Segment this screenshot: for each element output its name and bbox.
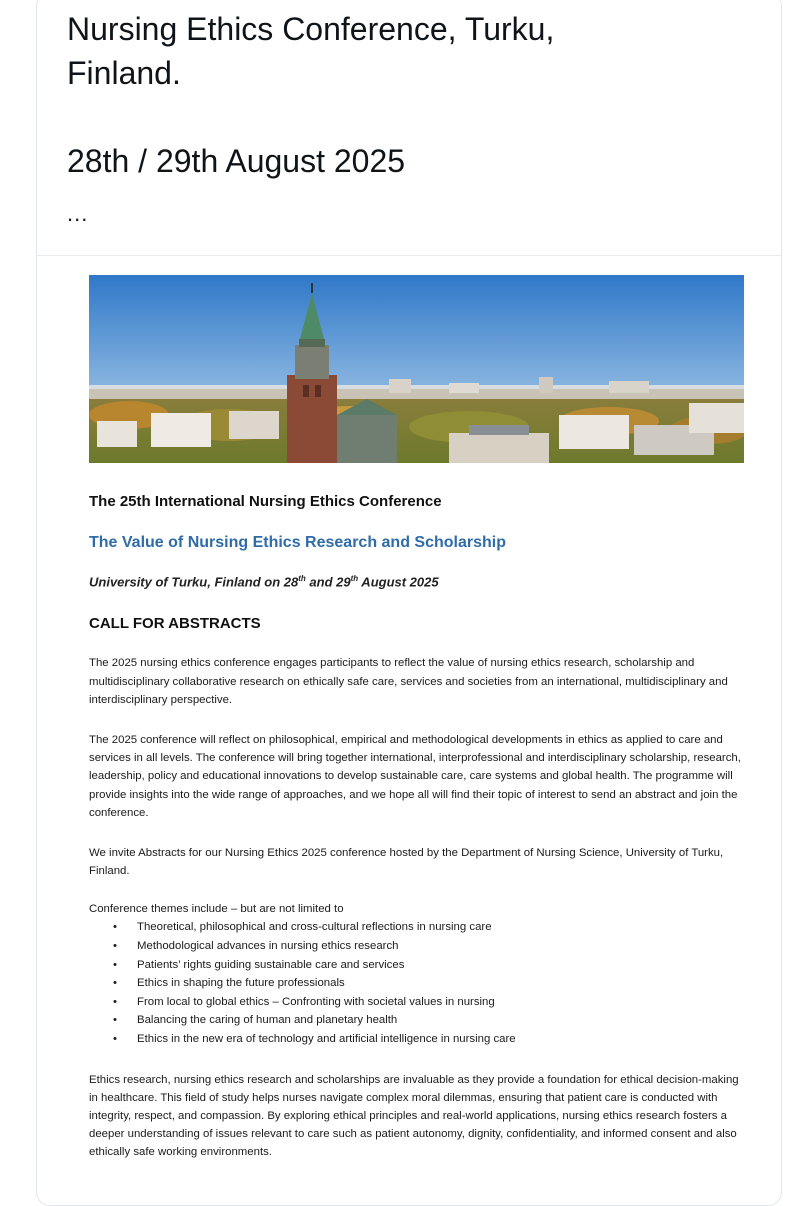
venue-date-prefix: University of Turku, Finland on 28 <box>89 574 299 590</box>
post-text-spacer <box>67 95 757 139</box>
theme-text: Ethics in the new era of technology and artificial intelligence in nursing care <box>137 1032 516 1045</box>
paragraph: We invite Abstracts for our Nursing Ethics 2025 conference hosted by the Department of Nursing Science, University of Turku, Finland. <box>89 846 724 878</box>
bullet-icon: • <box>113 921 117 934</box>
attached-document-image[interactable] <box>89 275 744 1162</box>
list-item <box>113 974 744 993</box>
divider <box>37 255 781 256</box>
theme-text: Ethics in shaping the future professionals <box>137 977 345 990</box>
theme-text: Methodological advances in nursing ethics research <box>137 939 399 952</box>
paragraph: The 2025 nursing ethics conference engages participants to reflect the value of nursing ethics research, scholarship and multidisciplinary collaborative research on ethically safe care, services and societies from an international, multidisciplinary and interdisciplinary perspective. <box>89 657 728 706</box>
theme-text: Patients’ rights guiding sustainable care and services <box>137 958 405 971</box>
theme-text: Theoretical, philosophical and cross-cultural reflections in nursing care <box>137 921 492 934</box>
bullet-icon: • <box>113 958 117 971</box>
closing-paragraph: Ethics research, nursing ethics research and scholarships are invaluable as they provide a foundation for ethical decision-making in healthcare. This field of study helps nurses navigate complex moral dilemmas, ensuring that patient care is conducted with integrity, respect, and compassion. By exploring ethical principles and real-world applications, nursing ethics research fosters a deeper understanding of issues relevant to care such as patient autonomy, dignity, confidentiality, and informed consent and also ethically safe working environments. <box>89 1073 739 1159</box>
bullet-icon: • <box>113 939 117 952</box>
conference-venue-dates <box>89 574 744 589</box>
list-item <box>113 937 744 956</box>
list-item <box>113 1011 744 1030</box>
banner-photo <box>89 275 744 463</box>
themes-list <box>89 918 744 1048</box>
ordinal-suffix: th <box>298 574 306 583</box>
themes-intro: Conference themes include – but are not limited to <box>89 903 344 916</box>
theme-text: From local to global ethics – Confronting with societal values in nursing <box>137 995 495 1008</box>
venue-date-suffix: August 2025 <box>358 574 439 590</box>
theme-text: Balancing the caring of human and planetary health <box>137 1014 398 1027</box>
bullet-icon: • <box>113 1014 117 1027</box>
bullet-icon: • <box>113 977 117 990</box>
post-text-line: Nursing Ethics Conference, Turku, <box>67 11 555 47</box>
paragraph: The 2025 conference will reflect on philosophical, empirical and methodological developments in ethics as applied to care and services in all levels. The conference will bring together international, interprofessional and interdisciplinary scholarship, research, leadership, policy and educational innovations to develop sustainable care, care systems and global health. The programme will provide insights into the wide range of approaches, and we hope all will find their topic of interest to send an abstract and join the conference. <box>89 733 741 819</box>
list-item <box>113 956 744 975</box>
conference-subtitle: The Value of Nursing Ethics Research and Scholarship <box>89 534 506 551</box>
post-card[interactable] <box>36 0 782 1206</box>
list-item <box>113 993 744 1012</box>
conference-title: The 25th International Nursing Ethics Conference <box>89 493 442 510</box>
list-item <box>113 918 744 937</box>
bullet-icon: • <box>113 995 117 1008</box>
show-more-ellipsis[interactable]: ... <box>67 201 89 226</box>
post-text-line: Finland. <box>67 55 181 91</box>
venue-date-middle: and 29 <box>305 574 351 590</box>
list-item <box>113 1030 744 1049</box>
section-heading: CALL FOR ABSTRACTS <box>89 615 261 633</box>
bullet-icon: • <box>113 1032 117 1045</box>
post-text <box>67 7 757 183</box>
ordinal-suffix: th <box>350 574 359 583</box>
post-text-line: 28th / 29th August 2025 <box>67 143 406 179</box>
photo-turku-cathedral-cityscape <box>89 275 744 463</box>
